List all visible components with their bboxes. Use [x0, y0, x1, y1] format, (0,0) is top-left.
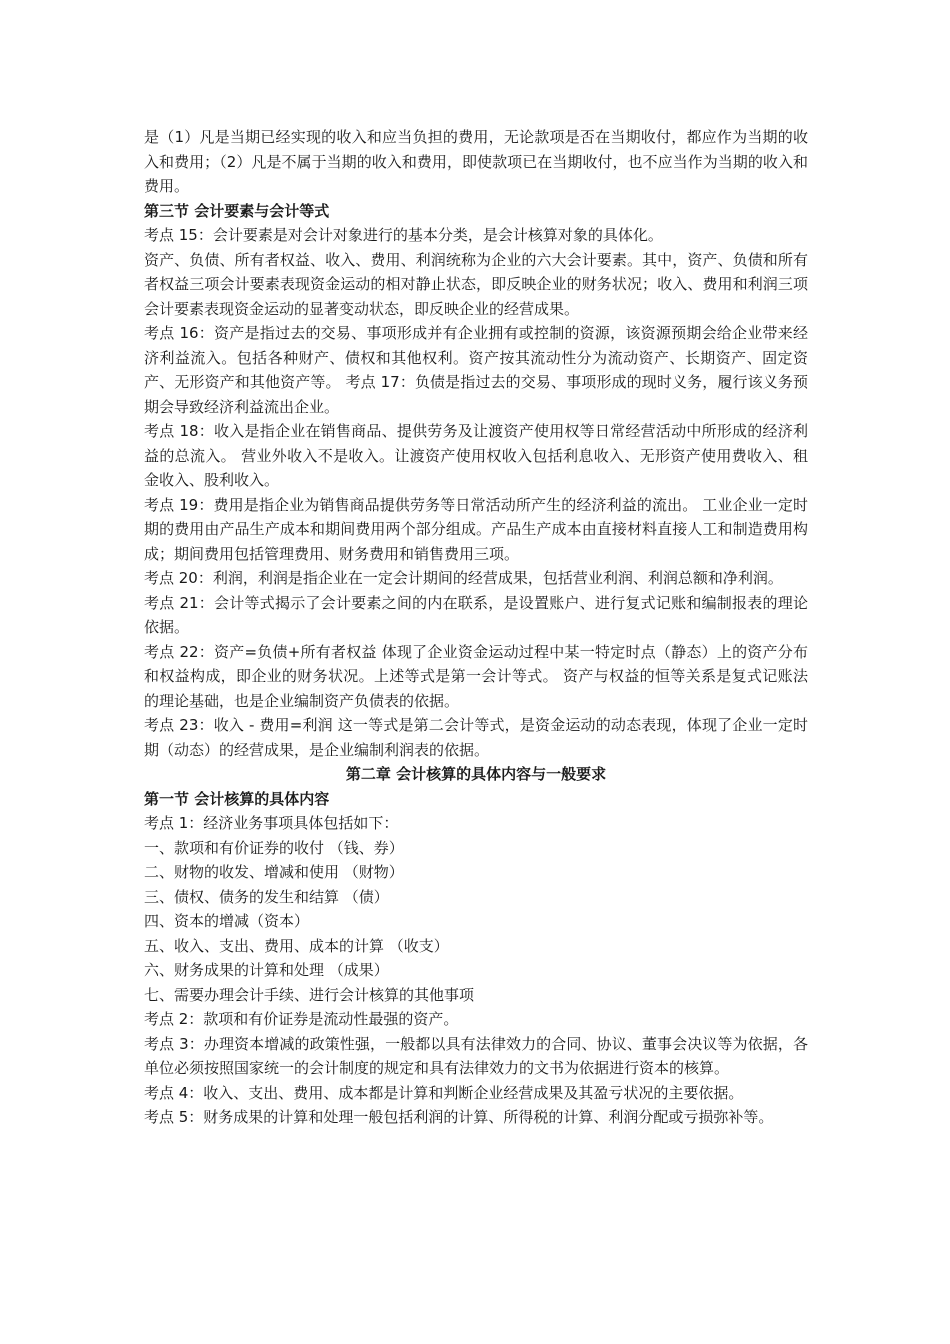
paragraph: 考点 23：收入 - 费用=利润 这一等式是第二会计等式，是资金运动的动态表现，体现了企业一定时期（动态）的经营成果，是企业编制利润表的依据。 [144, 716, 808, 759]
paragraph: 是（1）凡是当期已经实现的收入和应当负担的费用，无论款项是否在当期收付，都应作为当期的收入和费用；（2）凡是不属于当期的收入和费用，即使款项已在当期收付，也不应当作为当期的收入和费用。 [144, 128, 808, 195]
list-item: 一、款项和有价证券的收付 （钱、券） [144, 838, 404, 857]
section-heading: 第三节 会计要素与会计等式 [144, 201, 330, 220]
section-heading: 第一节 会计核算的具体内容 [144, 789, 330, 808]
list-item: 三、债权、债务的发生和结算 （债） [144, 887, 389, 906]
paragraph: 考点 1：经济业务事项具体包括如下： [144, 814, 399, 832]
paragraph: 考点 2：款项和有价证券是流动性最强的资产。 [144, 1010, 459, 1028]
list-item: 四、资本的增减（资本） [144, 912, 310, 930]
list-item: 五、收入、支出、费用、成本的计算 （收支） [144, 936, 449, 955]
document-page [144, 125, 808, 1130]
list-item: 六、财务成果的计算和处理 （成果） [144, 961, 389, 979]
paragraph: 考点 20：利润，利润是指企业在一定会计期间的经营成果，包括营业利润、利润总额和净利润。 [144, 569, 783, 587]
paragraph: 考点 19：费用是指企业为销售商品提供劳务等日常活动所产生的经济利益的流出。 工业企业一定时期的费用由产品生产成本和期间费用两个部分组成。产品生产成本由直接材料直接人工和制造费用构成；期间费用包括管理费用、财务费用和销售费用三项。 [144, 495, 808, 563]
paragraph: 考点 21：会计等式揭示了会计要素之间的内在联系，是设置账户、进行复式记账和编制报表的理论依据。 [144, 593, 808, 636]
paragraph: 考点 18：收入是指企业在销售商品、提供劳务及让渡资产使用权等日常经营活动中所形成的经济利益的总流入。 营业外收入不是收入。让渡资产使用权收入包括利息收入、无形资产使用费收入、租金收入、股利收入。 [144, 422, 808, 489]
paragraph: 考点 3：办理资本增减的政策性强，一般都以具有法律效力的合同、协议、董事会决议等为依据，各单位必须按照国家统一的会计制度的规定和具有法律效力的文书为依据进行资本的核算。 [144, 1034, 808, 1077]
list-item: 二、财物的收发、增减和使用 （财物） [144, 863, 404, 881]
chapter-heading: 第二章 会计核算的具体内容与一般要求 [345, 765, 607, 783]
paragraph: 考点 22：资产=负债+所有者权益 体现了企业资金运动过程中某一特定时点（静态）上的资产分布和权益构成，即企业的财务状况。上述等式是第一会计等式。 资产与权益的恒等关系是复式记账法的理论基础，也是企业编制资产负债表的依据。 [144, 642, 808, 710]
paragraph: 考点 15：会计要素是对会计对象进行的基本分类，是会计核算对象的具体化。 [144, 226, 663, 244]
list-item: 七、需要办理会计手续、进行会计核算的其他事项 [144, 985, 475, 1004]
paragraph: 考点 4：收入、支出、费用、成本都是计算和判断企业经营成果及其盈亏状况的主要依据。 [144, 1083, 744, 1102]
paragraph: 考点 16：资产是指过去的交易、事项形成并有企业拥有或控制的资源，该资源预期会给企业带来经济利益流入。包括各种财产、债权和其他权利。资产按其流动性分为流动资产、长期资产、固定资产、无形资产和其他资产等。 考点 17：负债是指过去的交易、事项形成的现时义务，履行该义务预期会导致经济利益流出企业。 [144, 324, 808, 416]
paragraph: 资产、负债、所有者权益、收入、费用、利润统称为企业的六大会计要素。其中，资产、负债和所有者权益三项会计要素表现资金运动的相对静止状态，即反映企业的财务状况；收入、费用和利润三项会计要素表现资金运动的显著变动状态，即反映企业的经营成果。 [144, 250, 808, 318]
paragraph: 考点 5：财务成果的计算和处理一般包括利润的计算、所得税的计算、利润分配或亏损弥补等。 [144, 1108, 774, 1126]
